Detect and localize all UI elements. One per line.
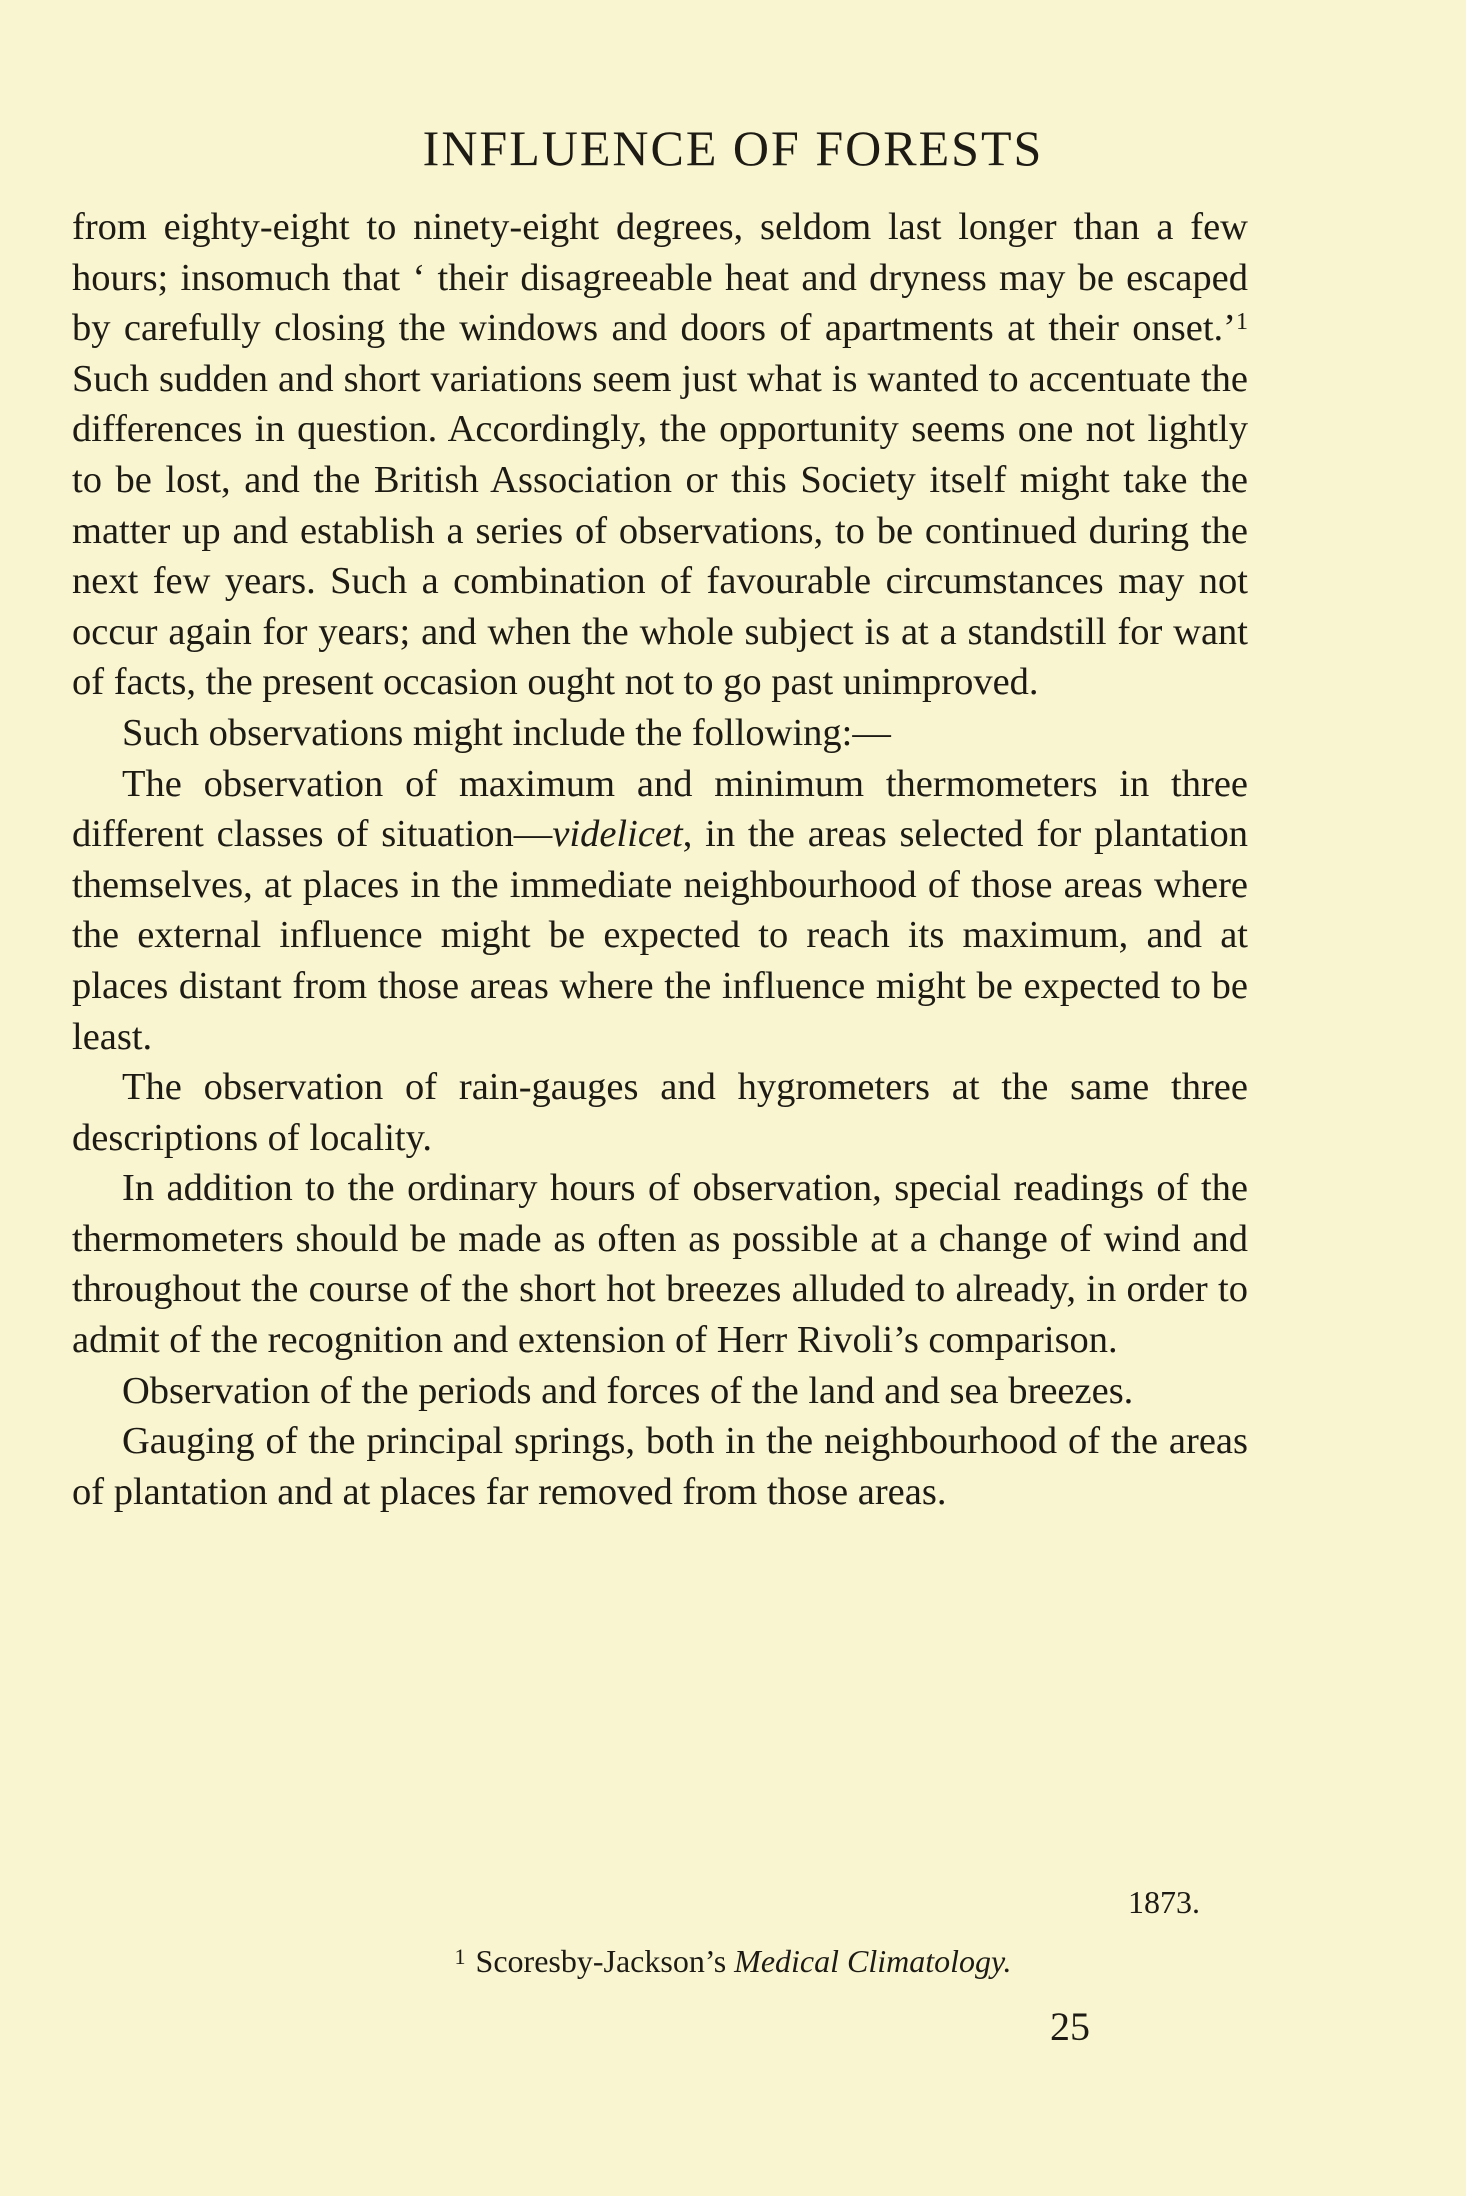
paragraph: The observation of rain-gauges and hygrometers at the same three descriptions of locality. bbox=[72, 1066, 1248, 1159]
paragraph: Gauging of the principal springs, both in the neighbourhood of the areas of plantation and at places far removed from those areas. bbox=[72, 1420, 1248, 1513]
footnote: $^1$ Scoresby-Jackson’s Medical Climatology. bbox=[454, 1943, 1012, 1979]
page-number: 25 bbox=[1050, 2004, 1090, 2049]
paragraph: Such observations might include the following:— bbox=[122, 711, 891, 754]
body-text bbox=[72, 202, 1248, 1517]
footnote-reference: 1 bbox=[1236, 309, 1248, 336]
running-title: INFLUENCE OF FORESTS bbox=[422, 120, 1044, 176]
italic-term: videlicet bbox=[552, 813, 683, 856]
date-line: 1873. bbox=[1128, 1884, 1200, 1920]
paragraph: In addition to the ordinary hours of observation, special readings of the thermometers should be made as often as possible at a change of wind and throughout the course of the short hot breezes alluded to already, in order to admit of the recognition and extension of Herr Rivoli’s comparison. bbox=[72, 1167, 1248, 1362]
footnote-marker: 1 bbox=[454, 1944, 466, 1969]
paragraph: The observation of maximum and minimum thermometers in three different classes of situation—videlicet, in the areas selected for plantation themselves, at places in the immediate neighbourhood of those areas where the external influence might be expected to reach its maximum, and at places distant from those areas where the influence might be expected to be least. bbox=[72, 762, 1248, 1058]
paragraph: Observation of the periods and forces of the land and sea breezes. bbox=[122, 1369, 1134, 1412]
footnote-title: Medical Climatology. bbox=[734, 1943, 1012, 1979]
paragraph: from eighty-eight to ninety-eight degrees, seldom last longer than a few hours; insomuch that ‘ their disagreeable heat and dryness may be escaped by carefully closing the windows and doors of apartments at their onset.’$^1$ Such sudden and short variations seem just what is wanted to accentuate the differences in question. Accordingly, the opportunity seems one not lightly to be lost, and the British Association or this Society itself might take the matter up and establish a series of observations, to be continued during the next few years. Such a combination of favourable circumstances may not occur again for years; and when the whole subject is at a standstill for want of facts, the present occasion ought not to go past unimproved. bbox=[72, 206, 1248, 704]
